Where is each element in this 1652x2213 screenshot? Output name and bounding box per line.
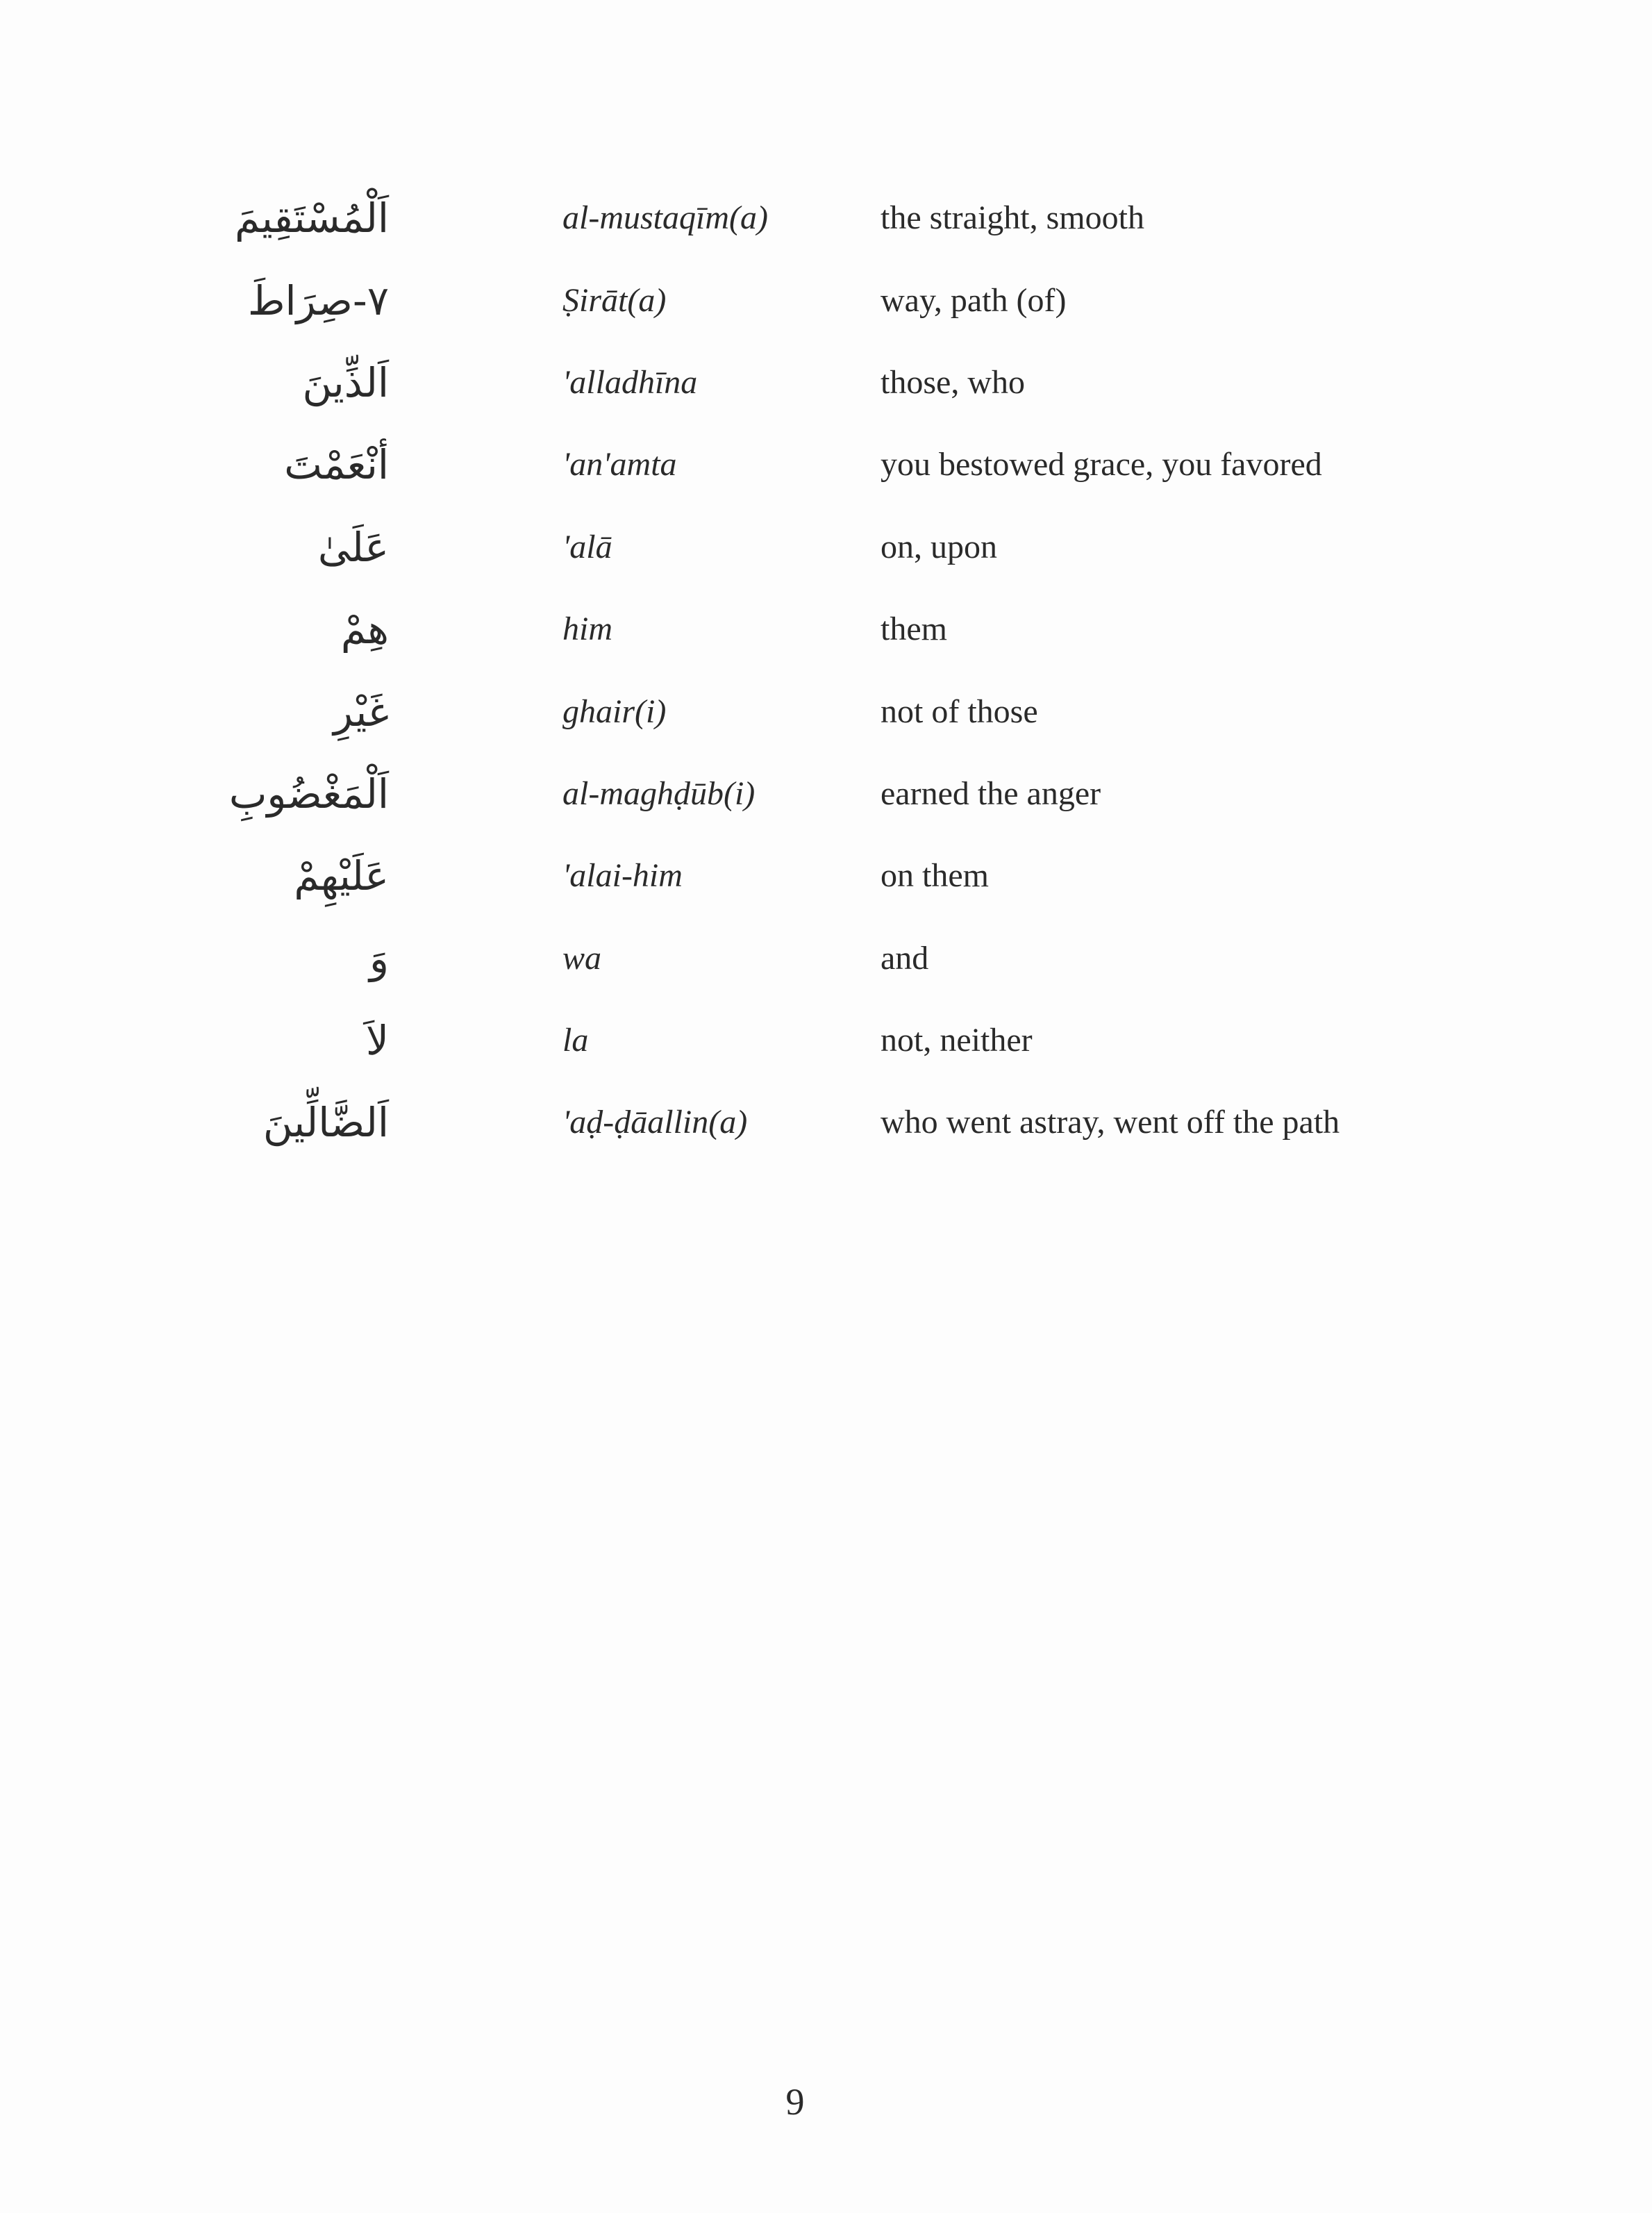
english-meaning: on them — [881, 857, 989, 895]
vocab-row — [236, 1081, 1444, 1163]
transliteration: al-mustaqīm(a) — [562, 199, 768, 237]
transliteration: 'alladhīna — [562, 363, 698, 401]
vocabulary-table — [228, 177, 1444, 1164]
english-meaning: those, who — [881, 363, 1025, 401]
vocab-row — [236, 342, 1444, 424]
transliteration: al-maghḍūb(i) — [562, 774, 756, 812]
arabic-word: غَيْرِ — [333, 688, 389, 736]
transliteration: 'aḍ-ḍāallin(a) — [562, 1104, 748, 1141]
english-meaning: way, path (of) — [881, 281, 1067, 319]
vocab-row — [236, 588, 1444, 670]
vocab-row — [236, 506, 1444, 588]
transliteration: him — [562, 611, 612, 648]
transliteration: 'alā — [562, 528, 612, 565]
arabic-word: اَلْمَغْضُوبِ — [228, 770, 389, 818]
vocab-row — [236, 177, 1444, 259]
vocab-row — [236, 918, 1444, 1000]
arabic-word: عَلَيْهِمْ — [294, 852, 389, 900]
transliteration: 'alai-him — [562, 857, 683, 895]
arabic-word: لاَ — [365, 1017, 389, 1065]
transliteration: la — [562, 1022, 589, 1059]
transliteration: Ṣirāt(a) — [562, 281, 667, 319]
transliteration: wa — [562, 939, 602, 977]
page-number: 9 — [785, 2081, 805, 2123]
english-meaning: not of those — [881, 693, 1038, 730]
transliteration: ghair(i) — [562, 693, 667, 730]
english-meaning: you bestowed grace, you favored — [881, 446, 1322, 483]
english-meaning: who went astray, went off the path — [881, 1104, 1340, 1141]
vocab-row — [228, 753, 1444, 835]
arabic-word: اَلضَّالِّينَ — [262, 1099, 389, 1147]
arabic-word: وَ — [369, 934, 389, 982]
arabic-word: اَلْمُسْتَقِيمَ — [234, 194, 389, 242]
arabic-word: اَلذِّينَ — [302, 358, 389, 406]
english-meaning: on, upon — [881, 528, 997, 565]
vocab-row — [236, 670, 1444, 752]
arabic-word: عَلَىٰ — [317, 523, 389, 571]
english-meaning: them — [881, 611, 947, 648]
english-meaning: the straight, smooth — [881, 199, 1144, 237]
vocab-row — [236, 259, 1444, 341]
arabic-word: ٧-صِرَاطَ — [247, 276, 389, 324]
vocab-row — [236, 835, 1444, 917]
transliteration: 'an'amta — [562, 446, 677, 483]
arabic-word: أنْعَمْتَ — [284, 441, 389, 489]
vocab-row — [236, 1000, 1444, 1081]
vocab-row — [236, 424, 1444, 506]
english-meaning: not, neither — [881, 1022, 1033, 1059]
english-meaning: earned the anger — [881, 774, 1101, 812]
arabic-word: هِمْ — [340, 606, 389, 654]
english-meaning: and — [881, 939, 929, 977]
